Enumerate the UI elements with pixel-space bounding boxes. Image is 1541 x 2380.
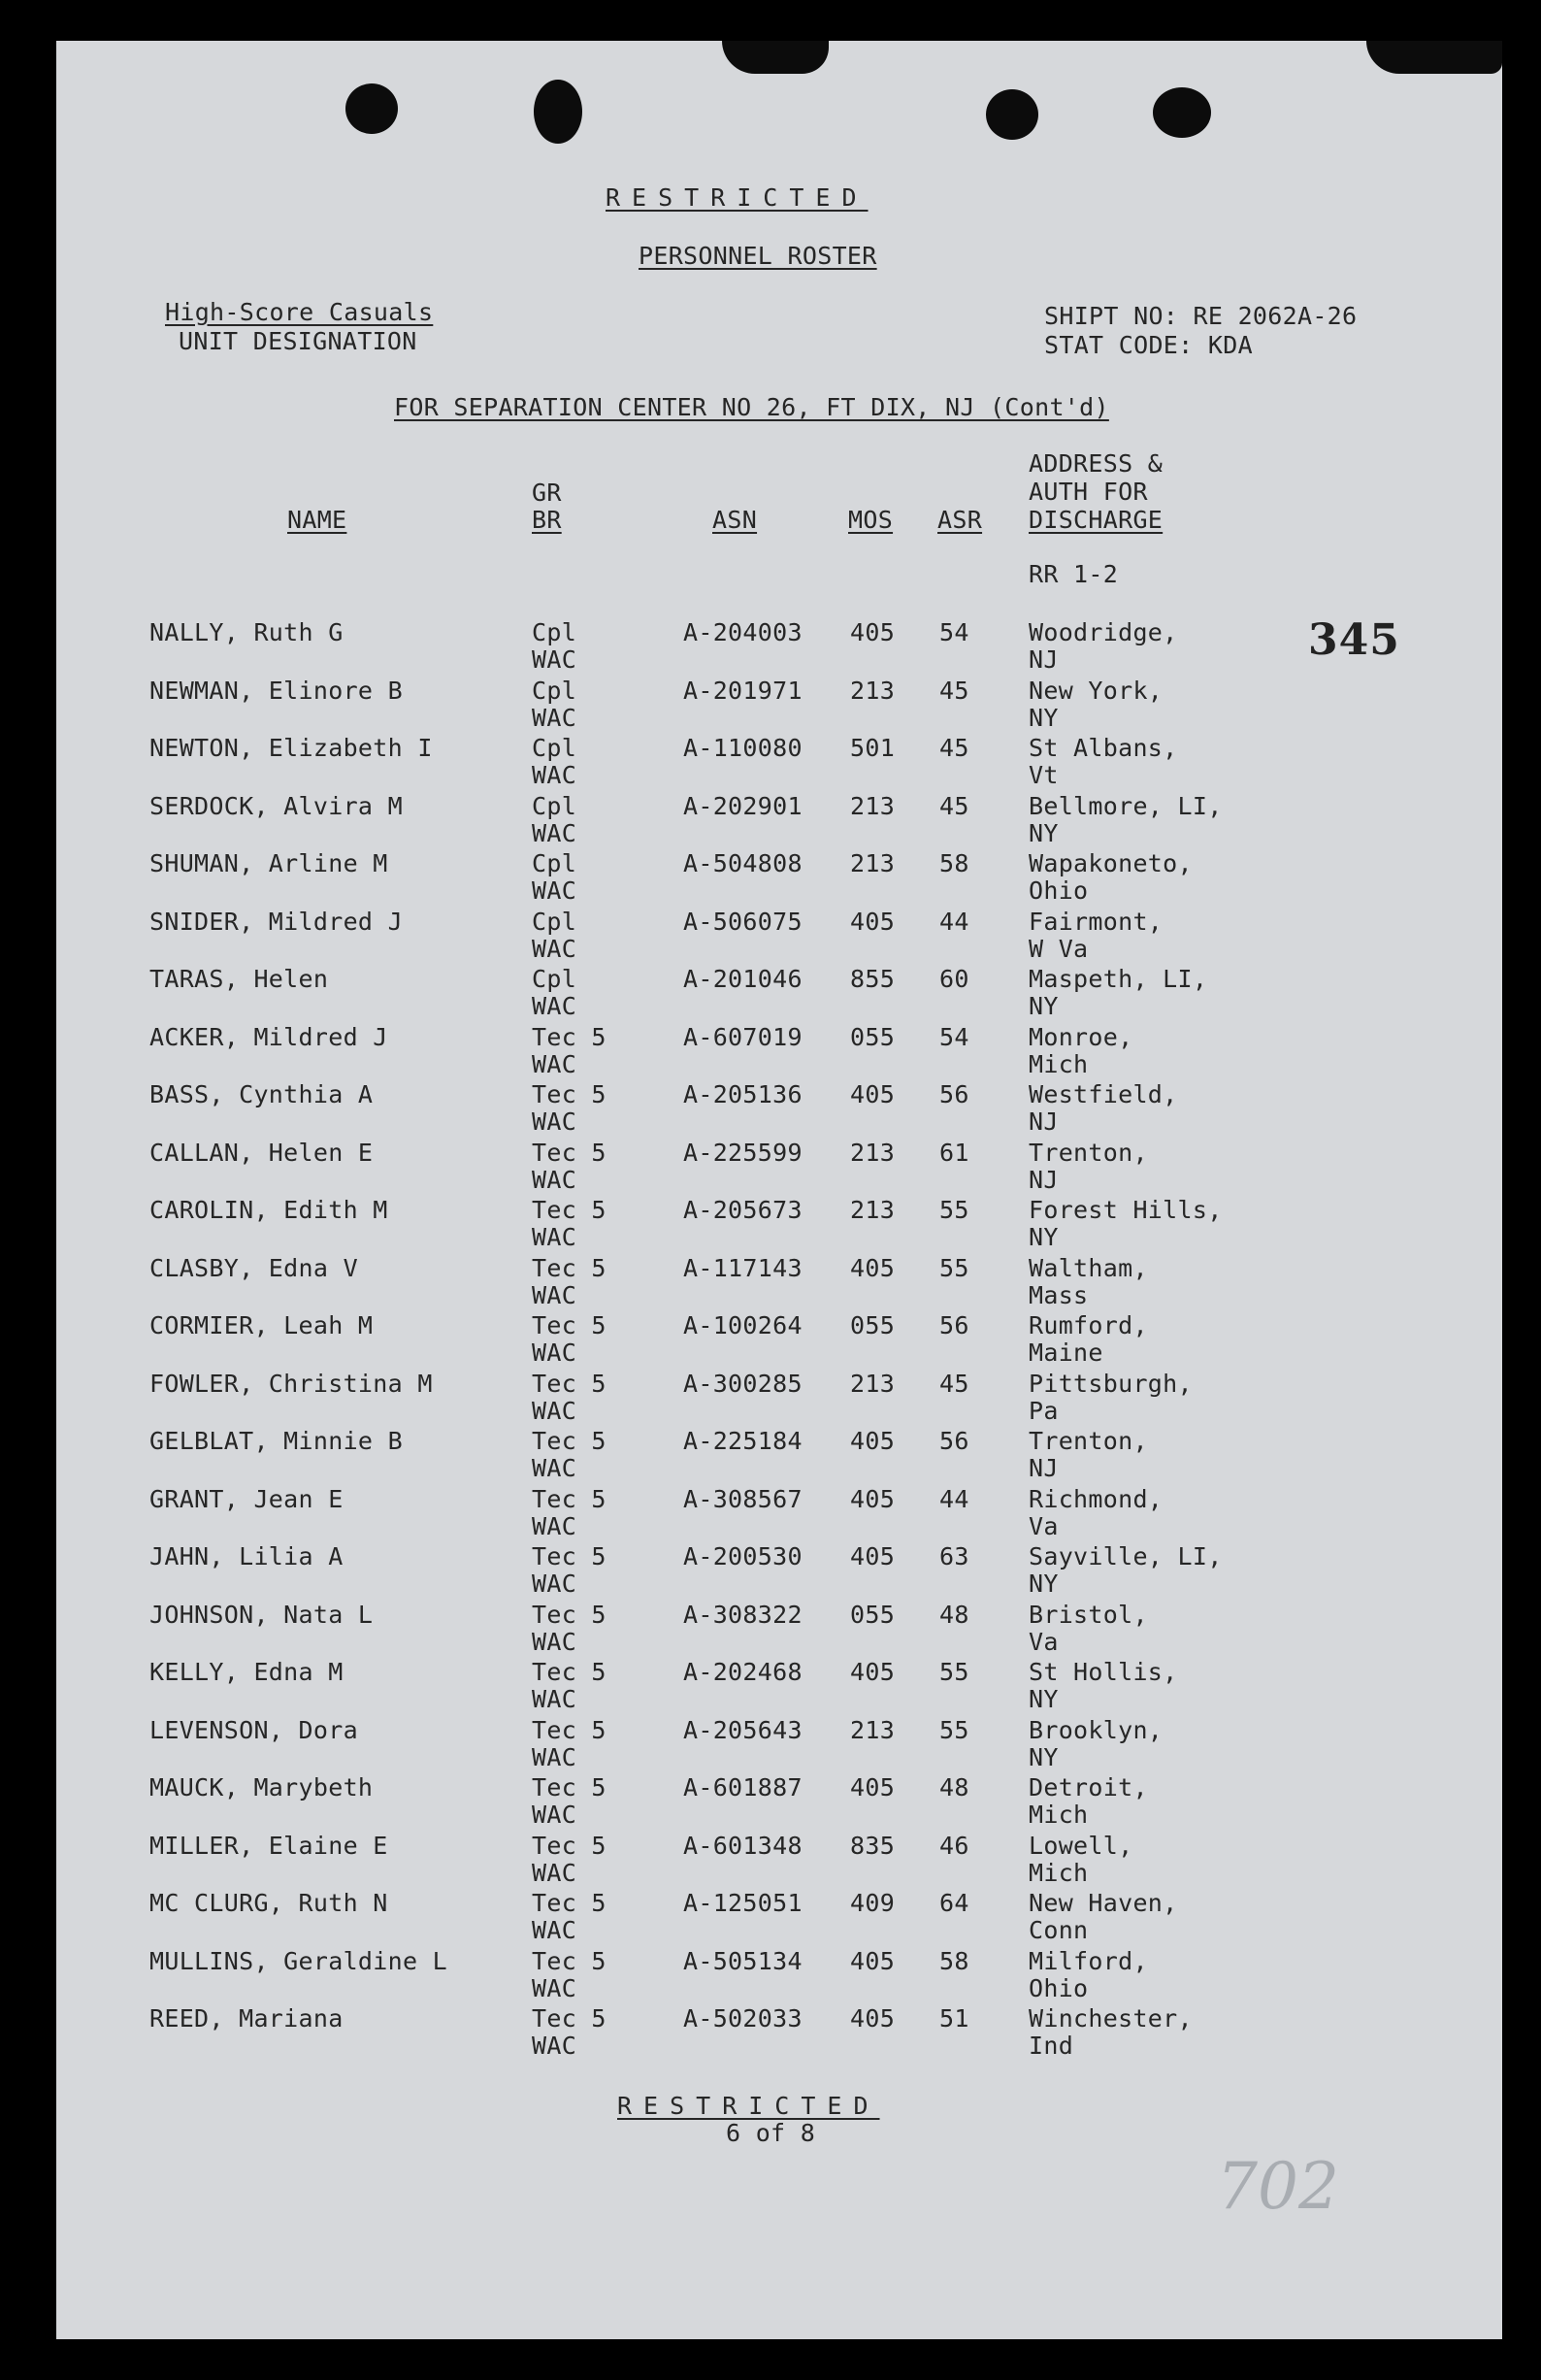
table-row	[56, 1543, 1502, 1602]
cell-mos: 855	[850, 965, 896, 993]
cell-city: Milford,	[1029, 1946, 1148, 1975]
cell-grade: Tec 5	[532, 1253, 607, 1282]
cell-grade: Tec 5	[532, 1946, 607, 1975]
document-page	[56, 41, 1502, 2339]
cell-branch: WAC	[532, 703, 577, 732]
cell-state: Mass	[1029, 1280, 1089, 1309]
table-row	[56, 1833, 1502, 1891]
table-row	[56, 850, 1502, 909]
cell-state: Va	[1029, 1627, 1059, 1656]
cell-name: NEWTON, Elizabeth I	[149, 734, 433, 762]
col-grade-top: GR	[532, 479, 562, 507]
col-address-1: ADDRESS &	[1029, 449, 1164, 478]
cell-branch: WAC	[532, 2032, 577, 2060]
cell-grade: Tec 5	[532, 1658, 607, 1686]
cell-branch: WAC	[532, 1570, 577, 1598]
cell-mos: 405	[850, 618, 896, 646]
cell-name: CALLAN, Helen E	[149, 1138, 374, 1167]
cell-mos: 405	[850, 907, 896, 936]
cell-mos: 213	[850, 849, 896, 877]
cell-mos: 213	[850, 676, 896, 705]
cell-asn: A-125051	[683, 1889, 803, 1917]
cell-state: NY	[1029, 992, 1059, 1020]
cell-asr: 55	[939, 1253, 969, 1282]
cell-city: Winchester,	[1029, 2004, 1193, 2033]
cell-state: NY	[1029, 1570, 1059, 1598]
cell-asn: A-202901	[683, 791, 803, 820]
cell-branch: WAC	[532, 1454, 577, 1482]
punch-hole	[345, 83, 398, 134]
cell-grade: Cpl	[532, 965, 577, 993]
cell-state: NY	[1029, 1742, 1059, 1771]
table-row	[56, 1255, 1502, 1313]
table-row	[56, 1371, 1502, 1429]
handwritten-note: 702	[1217, 2149, 1339, 2224]
cell-mos: 055	[850, 1600, 896, 1629]
cell-city: Pittsburgh,	[1029, 1369, 1193, 1398]
cell-name: JOHNSON, Nata L	[149, 1600, 374, 1629]
cell-mos: 055	[850, 1022, 896, 1051]
table-row	[56, 1081, 1502, 1140]
cell-grade: Tec 5	[532, 1889, 607, 1917]
cell-grade: Tec 5	[532, 1600, 607, 1629]
cell-grade: Cpl	[532, 849, 577, 877]
cell-mos: 405	[850, 1946, 896, 1975]
torn-edge	[1366, 41, 1502, 74]
cell-mos: 213	[850, 791, 896, 820]
stat-code: STAT CODE: KDA	[1044, 331, 1253, 359]
cell-asn: A-201971	[683, 676, 803, 705]
shipment-number: SHIPT NO: RE 2062A-26	[1044, 302, 1358, 330]
cell-mos: 405	[850, 1773, 896, 1802]
cell-city: Maspeth, LI,	[1029, 965, 1208, 993]
classification-top: RESTRICTED	[606, 183, 869, 212]
cell-asn: A-308567	[683, 1484, 803, 1513]
cell-asr: 45	[939, 1369, 969, 1398]
cell-name: NALLY, Ruth G	[149, 618, 344, 646]
cell-name: LEVENSON, Dora	[149, 1715, 358, 1744]
cell-grade: Tec 5	[532, 2004, 607, 2033]
cell-grade: Cpl	[532, 618, 577, 646]
cell-branch: WAC	[532, 1107, 577, 1136]
cell-asr: 55	[939, 1658, 969, 1686]
punch-hole	[986, 89, 1038, 140]
cell-mos: 501	[850, 734, 896, 762]
cell-name: GRANT, Jean E	[149, 1484, 344, 1513]
cell-name: ACKER, Mildred J	[149, 1022, 388, 1051]
cell-state: Maine	[1029, 1339, 1103, 1367]
page-stamp: 345	[1308, 615, 1400, 665]
cell-asr: 48	[939, 1600, 969, 1629]
cell-asr: 60	[939, 965, 969, 993]
cell-asn: A-117143	[683, 1253, 803, 1282]
cell-asn: A-601887	[683, 1773, 803, 1802]
cell-name: TARAS, Helen	[149, 965, 329, 993]
cell-name: MC CLURG, Ruth N	[149, 1889, 388, 1917]
cell-branch: WAC	[532, 1165, 577, 1194]
cell-city: Detroit,	[1029, 1773, 1148, 1802]
cell-state: NY	[1029, 703, 1059, 732]
cell-city: Wapakoneto,	[1029, 849, 1193, 877]
cell-name: CAROLIN, Edith M	[149, 1196, 388, 1224]
cell-mos: 213	[850, 1369, 896, 1398]
punch-hole	[1153, 87, 1211, 138]
table-row	[56, 1140, 1502, 1198]
cell-asr: 56	[939, 1311, 969, 1339]
cell-name: SHUMAN, Arline M	[149, 849, 388, 877]
cell-mos: 405	[850, 1080, 896, 1108]
cell-state: Mich	[1029, 1801, 1089, 1829]
cell-grade: Cpl	[532, 907, 577, 936]
unit-label: UNIT DESIGNATION	[179, 327, 417, 355]
table-row	[56, 1948, 1502, 2006]
cell-mos: 213	[850, 1196, 896, 1224]
cell-asr: 44	[939, 907, 969, 936]
roster-title: PERSONNEL ROSTER	[639, 242, 877, 270]
discharge-authority: RR 1-2	[1029, 560, 1119, 588]
table-row	[56, 1602, 1502, 1660]
cell-mos: 405	[850, 1542, 896, 1570]
cell-mos: 405	[850, 1658, 896, 1686]
cell-asn: A-607019	[683, 1022, 803, 1051]
cell-asn: A-100264	[683, 1311, 803, 1339]
cell-branch: WAC	[532, 1339, 577, 1367]
cell-asn: A-502033	[683, 2004, 803, 2033]
cell-asn: A-201046	[683, 965, 803, 993]
cell-name: CLASBY, Edna V	[149, 1253, 358, 1282]
cell-branch: WAC	[532, 1801, 577, 1829]
table-row	[56, 793, 1502, 851]
torn-edge	[722, 41, 829, 74]
cell-grade: Tec 5	[532, 1831, 607, 1860]
cell-asr: 64	[939, 1889, 969, 1917]
cell-state: NJ	[1029, 1454, 1059, 1482]
table-row	[56, 1659, 1502, 1717]
cell-asr: 56	[939, 1427, 969, 1455]
cell-asn: A-506075	[683, 907, 803, 936]
cell-state: W Va	[1029, 934, 1089, 963]
col-asn: ASN	[712, 506, 758, 534]
cell-name: JAHN, Lilia A	[149, 1542, 344, 1570]
cell-state: Va	[1029, 1511, 1059, 1540]
cell-asn: A-202468	[683, 1658, 803, 1686]
cell-grade: Tec 5	[532, 1138, 607, 1167]
cell-asn: A-205643	[683, 1715, 803, 1744]
page-number: 6 of 8	[726, 2119, 816, 2147]
cell-name: MILLER, Elaine E	[149, 1831, 388, 1860]
cell-asr: 61	[939, 1138, 969, 1167]
cell-city: St Hollis,	[1029, 1658, 1178, 1686]
cell-asr: 55	[939, 1196, 969, 1224]
cell-grade: Cpl	[532, 791, 577, 820]
cell-branch: WAC	[532, 934, 577, 963]
cell-branch: WAC	[532, 1511, 577, 1540]
table-row	[56, 1717, 1502, 1775]
cell-asr: 54	[939, 1022, 969, 1051]
cell-grade: Tec 5	[532, 1542, 607, 1570]
table-row	[56, 966, 1502, 1024]
cell-asn: A-205136	[683, 1080, 803, 1108]
table-row	[56, 619, 1502, 678]
cell-branch: WAC	[532, 1396, 577, 1425]
cell-grade: Cpl	[532, 676, 577, 705]
cell-mos: 405	[850, 1484, 896, 1513]
cell-city: Sayville, LI,	[1029, 1542, 1223, 1570]
cell-grade: Cpl	[532, 734, 577, 762]
cell-name: SERDOCK, Alvira M	[149, 791, 403, 820]
cell-branch: WAC	[532, 1742, 577, 1771]
cell-state: Ohio	[1029, 1973, 1089, 2002]
cell-city: Monroe,	[1029, 1022, 1133, 1051]
cell-city: Trenton,	[1029, 1138, 1148, 1167]
cell-city: Trenton,	[1029, 1427, 1148, 1455]
cell-city: Brooklyn,	[1029, 1715, 1164, 1744]
cell-city: Fairmont,	[1029, 907, 1164, 936]
cell-city: Bellmore, LI,	[1029, 791, 1223, 820]
cell-grade: Tec 5	[532, 1311, 607, 1339]
cell-branch: WAC	[532, 1685, 577, 1713]
cell-name: MULLINS, Geraldine L	[149, 1946, 448, 1975]
cell-name: GELBLAT, Minnie B	[149, 1427, 403, 1455]
cell-asr: 56	[939, 1080, 969, 1108]
cell-asn: A-504808	[683, 849, 803, 877]
cell-city: Lowell,	[1029, 1831, 1133, 1860]
cell-grade: Tec 5	[532, 1022, 607, 1051]
table-row	[56, 1312, 1502, 1371]
cell-city: New Haven,	[1029, 1889, 1178, 1917]
cell-name: CORMIER, Leah M	[149, 1311, 374, 1339]
col-address-2: AUTH FOR	[1029, 478, 1148, 506]
cell-state: NY	[1029, 1685, 1059, 1713]
punch-hole	[534, 80, 582, 144]
cell-branch: WAC	[532, 1280, 577, 1309]
cell-mos: 835	[850, 1831, 896, 1860]
cell-city: St Albans,	[1029, 734, 1178, 762]
destination-line: FOR SEPARATION CENTER NO 26, FT DIX, NJ (Cont'd)	[394, 393, 1109, 421]
col-asr: ASR	[937, 506, 983, 534]
cell-grade: Tec 5	[532, 1484, 607, 1513]
cell-branch: WAC	[532, 876, 577, 905]
table-row	[56, 2005, 1502, 2064]
cell-asn: A-308322	[683, 1600, 803, 1629]
cell-grade: Tec 5	[532, 1369, 607, 1398]
cell-name: MAUCK, Marybeth	[149, 1773, 374, 1802]
cell-asr: 63	[939, 1542, 969, 1570]
cell-asn: A-205673	[683, 1196, 803, 1224]
cell-asn: A-204003	[683, 618, 803, 646]
cell-asn: A-225184	[683, 1427, 803, 1455]
cell-branch: WAC	[532, 1973, 577, 2002]
cell-asr: 45	[939, 676, 969, 705]
cell-city: Westfield,	[1029, 1080, 1178, 1108]
table-row	[56, 1774, 1502, 1833]
table-row	[56, 1890, 1502, 1948]
cell-state: NY	[1029, 1223, 1059, 1251]
cell-grade: Tec 5	[532, 1773, 607, 1802]
cell-branch: WAC	[532, 1627, 577, 1656]
cell-grade: Tec 5	[532, 1080, 607, 1108]
cell-mos: 213	[850, 1715, 896, 1744]
cell-city: Waltham,	[1029, 1253, 1148, 1282]
cell-name: REED, Mariana	[149, 2004, 344, 2033]
table-row	[56, 678, 1502, 736]
cell-asn: A-300285	[683, 1369, 803, 1398]
cell-asr: 58	[939, 849, 969, 877]
cell-state: Mich	[1029, 1049, 1089, 1078]
cell-asn: A-225599	[683, 1138, 803, 1167]
table-row	[56, 909, 1502, 967]
cell-city: Woodridge,	[1029, 618, 1178, 646]
table-row	[56, 1486, 1502, 1544]
cell-grade: Tec 5	[532, 1427, 607, 1455]
roster-table	[56, 619, 1502, 2075]
cell-state: Mich	[1029, 1858, 1089, 1887]
cell-city: Rumford,	[1029, 1311, 1148, 1339]
unit-name: High-Score Casuals	[165, 298, 434, 326]
table-row	[56, 1197, 1502, 1255]
cell-asr: 44	[939, 1484, 969, 1513]
cell-asr: 46	[939, 1831, 969, 1860]
cell-branch: WAC	[532, 645, 577, 674]
cell-state: Pa	[1029, 1396, 1059, 1425]
cell-mos: 405	[850, 2004, 896, 2033]
col-address-3: DISCHARGE	[1029, 506, 1164, 534]
cell-asn: A-200530	[683, 1542, 803, 1570]
cell-city: New York,	[1029, 676, 1164, 705]
cell-branch: WAC	[532, 1049, 577, 1078]
cell-asr: 55	[939, 1715, 969, 1744]
table-row	[56, 1024, 1502, 1082]
cell-state: NJ	[1029, 645, 1059, 674]
cell-asr: 45	[939, 791, 969, 820]
cell-mos: 405	[850, 1427, 896, 1455]
cell-asr: 54	[939, 618, 969, 646]
cell-asn: A-601348	[683, 1831, 803, 1860]
cell-branch: WAC	[532, 1916, 577, 1944]
cell-branch: WAC	[532, 1858, 577, 1887]
table-row	[56, 735, 1502, 793]
cell-asn: A-505134	[683, 1946, 803, 1975]
col-name: NAME	[287, 506, 347, 534]
cell-state: Ind	[1029, 2032, 1074, 2060]
cell-state: Vt	[1029, 761, 1059, 789]
cell-state: NJ	[1029, 1165, 1059, 1194]
table-row	[56, 1428, 1502, 1486]
cell-asr: 48	[939, 1773, 969, 1802]
cell-branch: WAC	[532, 761, 577, 789]
cell-branch: WAC	[532, 1223, 577, 1251]
cell-mos: 055	[850, 1311, 896, 1339]
cell-asr: 51	[939, 2004, 969, 2033]
cell-name: KELLY, Edna M	[149, 1658, 344, 1686]
col-mos: MOS	[848, 506, 894, 534]
cell-state: NY	[1029, 818, 1059, 847]
cell-state: NJ	[1029, 1107, 1059, 1136]
cell-name: FOWLER, Christina M	[149, 1369, 433, 1398]
cell-asn: A-110080	[683, 734, 803, 762]
cell-mos: 409	[850, 1889, 896, 1917]
cell-mos: 213	[850, 1138, 896, 1167]
col-grade-bottom: BR	[532, 506, 562, 534]
cell-branch: WAC	[532, 992, 577, 1020]
cell-city: Richmond,	[1029, 1484, 1164, 1513]
cell-city: Bristol,	[1029, 1600, 1148, 1629]
cell-branch: WAC	[532, 818, 577, 847]
cell-mos: 405	[850, 1253, 896, 1282]
cell-name: BASS, Cynthia A	[149, 1080, 374, 1108]
cell-asr: 45	[939, 734, 969, 762]
cell-city: Forest Hills,	[1029, 1196, 1223, 1224]
cell-name: SNIDER, Mildred J	[149, 907, 403, 936]
classification-bottom: RESTRICTED	[617, 2092, 880, 2120]
cell-state: Ohio	[1029, 876, 1089, 905]
cell-grade: Tec 5	[532, 1715, 607, 1744]
cell-asr: 58	[939, 1946, 969, 1975]
cell-state: Conn	[1029, 1916, 1089, 1944]
cell-grade: Tec 5	[532, 1196, 607, 1224]
cell-name: NEWMAN, Elinore B	[149, 676, 403, 705]
